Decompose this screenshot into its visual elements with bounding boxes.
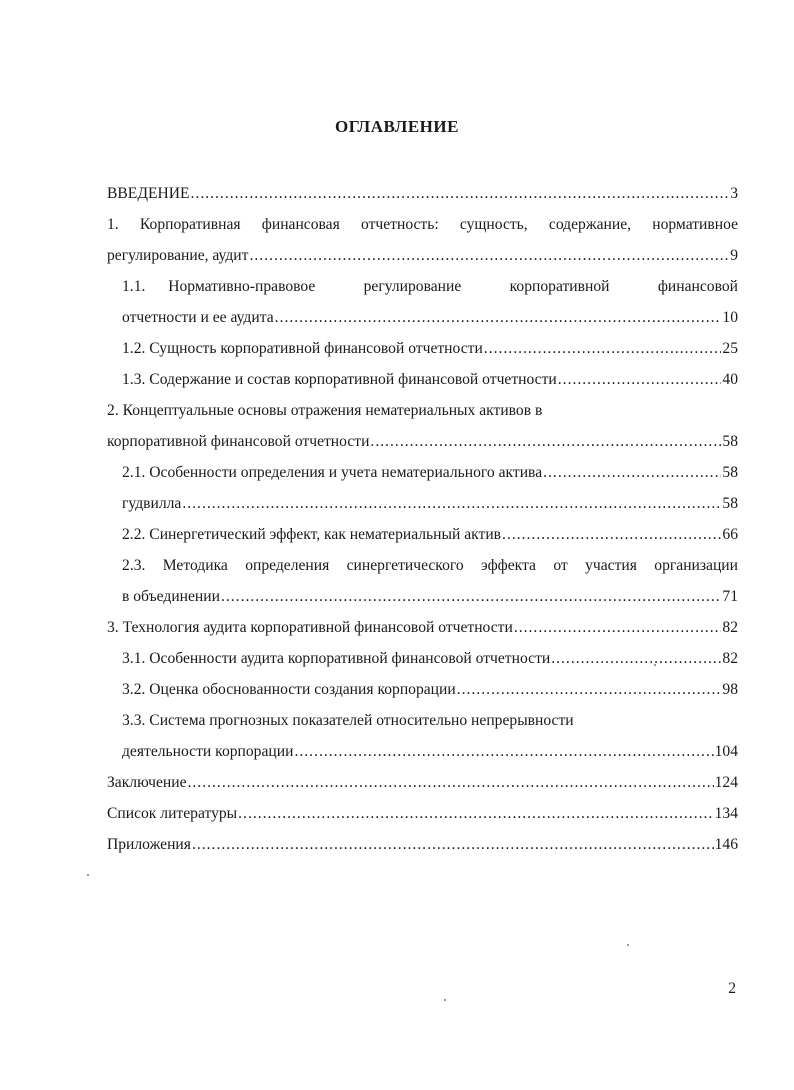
toc-entry-chapter-2 xyxy=(107,395,738,426)
toc-entry-section-2-1-cont xyxy=(107,488,738,519)
table-of-contents xyxy=(107,178,738,860)
toc-entry-section-2-3 xyxy=(107,550,738,581)
toc-entry-text: деятельности корпорации xyxy=(122,743,294,760)
toc-page-number: 134 xyxy=(714,805,738,822)
toc-entry-chapter-1 xyxy=(107,209,738,240)
toc-page-number: 58 xyxy=(722,495,738,512)
toc-entry-section-1-2 xyxy=(107,333,738,364)
dot-leader xyxy=(221,581,721,612)
toc-entry-text: 2.3. Методика определения синергетического эффекта от участия организации xyxy=(122,557,738,574)
toc-page-number: 40 xyxy=(722,371,738,388)
toc-entry-introduction xyxy=(107,178,738,209)
toc-entry-chapter-1-cont xyxy=(107,240,738,271)
toc-entry-text: 1.3. Содержание и состав корпоративной финансовой отчетности xyxy=(122,371,557,388)
toc-entry-text: 3. Технология аудита корпоративной финансовой отчетности xyxy=(107,619,513,636)
toc-page-number: 58 xyxy=(722,433,738,450)
toc-page-number: 146 xyxy=(714,836,738,853)
dot-leader xyxy=(182,488,721,519)
dot-leader xyxy=(294,736,713,767)
dot-leader xyxy=(457,674,722,705)
toc-entry-text: регулирование, аудит xyxy=(107,247,249,264)
toc-page-number: 10 xyxy=(722,309,738,326)
dot-leader xyxy=(370,426,721,457)
dot-leader xyxy=(188,767,714,798)
toc-entry-section-2-3-cont xyxy=(107,581,738,612)
toc-entry-text: корпоративной финансовой отчетности xyxy=(107,433,370,450)
toc-entry-text: 2. Концептуальные основы отражения нематериальных активов в xyxy=(107,402,543,419)
toc-entry-text: Нормативно-правовое регулирование корпоративной финансовой xyxy=(168,278,738,295)
toc-entry-section-3-3-cont xyxy=(107,736,738,767)
dot-leader xyxy=(275,302,722,333)
toc-entry-section-2-2 xyxy=(107,519,738,550)
toc-entry-references xyxy=(107,798,738,829)
scan-speck xyxy=(444,999,446,1001)
page-title: ОГЛАВЛЕНИЕ xyxy=(335,117,459,136)
toc-page-number: 104 xyxy=(714,743,738,760)
dot-leader xyxy=(192,829,714,860)
toc-entry-text: ВВЕДЕНИЕ xyxy=(107,185,190,202)
toc-entry-section-2-1 xyxy=(107,457,738,488)
scan-speck xyxy=(654,664,656,666)
toc-entry-section-1-1 xyxy=(107,271,738,302)
toc-page-number: 3 xyxy=(730,185,738,202)
toc-entry-section-3-3 xyxy=(107,705,738,736)
dot-leader xyxy=(514,612,722,643)
toc-page-number: 124 xyxy=(714,774,738,791)
toc-entry-chapter-3 xyxy=(107,612,738,643)
toc-entry-section-1-1-cont xyxy=(107,302,738,333)
scan-speck xyxy=(87,874,89,876)
toc-entry-text: 1.2. Сущность корпоративной финансовой отчетности xyxy=(122,340,483,357)
toc-entry-text: 2.1. Особенности определения и учета нематериального актива xyxy=(122,464,543,481)
dot-leader xyxy=(543,457,721,488)
dot-leader xyxy=(191,178,730,209)
toc-entry-conclusion xyxy=(107,767,738,798)
toc-entry-text: 2.2. Синергетический эффект, как нематериальный актив xyxy=(122,526,502,543)
toc-entry-text: 3.3. Система прогнозных показателей относительно непрерывности xyxy=(122,712,574,729)
toc-entry-section-3-2 xyxy=(107,674,738,705)
dot-leader xyxy=(249,240,729,271)
toc-entry-text: в объединении xyxy=(122,588,220,605)
toc-entry-text: Список литературы xyxy=(107,805,238,822)
toc-entry-text: гудвилла xyxy=(122,495,182,512)
toc-entry-text: Заключение xyxy=(107,774,187,791)
toc-entry-text: Приложения xyxy=(107,836,191,853)
toc-entry-text: 3.2. Оценка обоснованности создания корпорации xyxy=(122,681,456,698)
toc-page-number: 82 xyxy=(722,619,738,636)
toc-page-number: 58 xyxy=(722,464,738,481)
toc-entry-chapter-2-cont xyxy=(107,426,738,457)
toc-entry-text: отчетности и ее аудита xyxy=(122,309,274,326)
toc-entry-text: 1. Корпоративная финансовая отчетность: сущность, содержание, нормативное xyxy=(107,216,738,233)
toc-page-number: 25 xyxy=(722,340,738,357)
dot-leader xyxy=(502,519,721,550)
toc-entry-section-3-1 xyxy=(107,643,738,674)
toc-page-number: 66 xyxy=(722,526,738,543)
toc-entry-appendices xyxy=(107,829,738,860)
toc-entry-section-1-3 xyxy=(107,364,738,395)
page-number: 2 xyxy=(728,980,736,997)
toc-entry-text: 3.1. Особенности аудита корпоративной финансовой отчетности xyxy=(122,650,551,667)
toc-page-number: 98 xyxy=(722,681,738,698)
dot-leader xyxy=(558,364,722,395)
scan-speck xyxy=(627,944,629,946)
dot-leader xyxy=(484,333,722,364)
toc-page-number: 82 xyxy=(722,650,738,667)
toc-page-number: 9 xyxy=(730,247,738,264)
toc-page-number: 71 xyxy=(722,588,738,605)
dot-leader xyxy=(238,798,713,829)
dot-leader xyxy=(551,643,721,674)
toc-section-number: 1.1. xyxy=(122,278,146,295)
